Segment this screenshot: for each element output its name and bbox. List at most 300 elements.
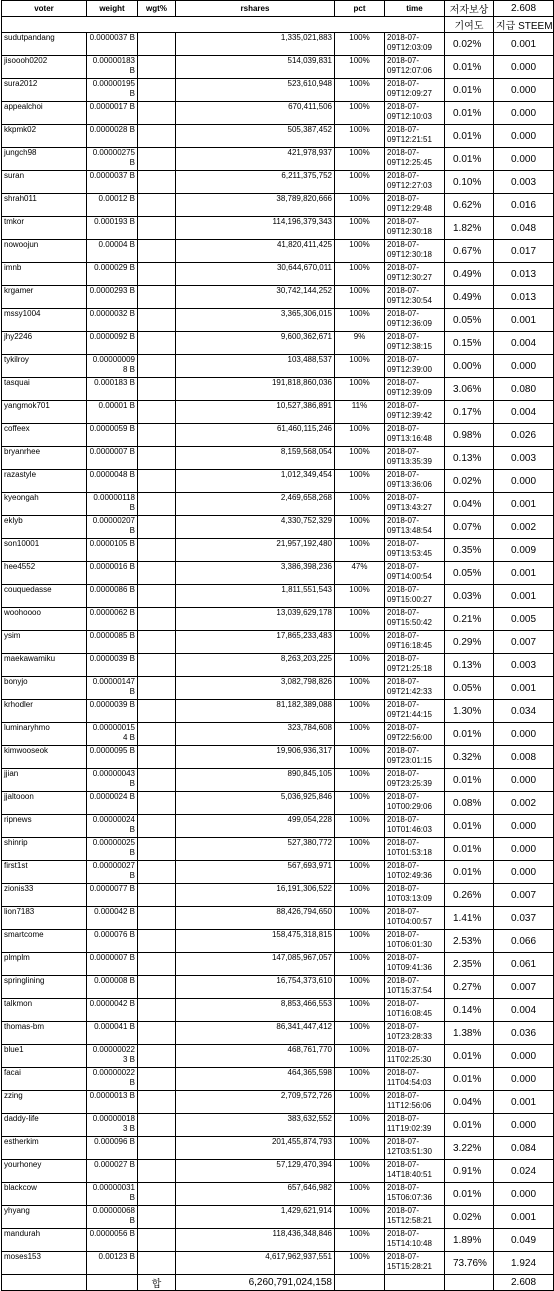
weight-cell: 0.0000028 B	[87, 125, 138, 148]
steem-cell: 0.004	[494, 999, 554, 1022]
voter-cell: zzing	[2, 1091, 87, 1114]
weight-cell: 0.000000154 B	[87, 723, 138, 746]
time-cell: 2018-07-11T12:56:06	[385, 1091, 445, 1114]
wgt-pct-cell	[138, 355, 176, 378]
time-cell: 2018-07-09T12:39:42	[385, 401, 445, 424]
table-row	[2, 378, 554, 401]
time-cell: 2018-07-09T12:30:27	[385, 263, 445, 286]
weight-cell: 0.0000085 B	[87, 631, 138, 654]
weight-cell: 0.00000183 B	[87, 56, 138, 79]
pct-cell: 100%	[335, 700, 385, 723]
weight-cell: 0.00012 B	[87, 194, 138, 217]
rshares-cell: 1,335,021,883	[176, 33, 335, 56]
voter-cell: first1st	[2, 861, 87, 884]
time-cell: 2018-07-09T13:16:48	[385, 424, 445, 447]
weight-cell: 0.00000022 B	[87, 1068, 138, 1091]
rshares-cell: 38,789,820,666	[176, 194, 335, 217]
wgt-pct-cell	[138, 1206, 176, 1229]
rshares-cell: 323,784,608	[176, 723, 335, 746]
rshares-cell: 16,754,373,610	[176, 976, 335, 999]
time-cell: 2018-07-09T12:03:09	[385, 33, 445, 56]
pct-cell: 100%	[335, 654, 385, 677]
weight-cell: 0.00004 B	[87, 240, 138, 263]
pct-cell: 100%	[335, 516, 385, 539]
time-cell: 2018-07-10T04:00:57	[385, 907, 445, 930]
wgt-pct-cell	[138, 56, 176, 79]
time-cell: 2018-07-09T13:36:06	[385, 470, 445, 493]
weight-cell: 0.00000025 B	[87, 838, 138, 861]
voter-cell: sudutpandang	[2, 33, 87, 56]
contribution-cell: 0.13%	[445, 654, 494, 677]
table-row	[2, 746, 554, 769]
pct-cell: 100%	[335, 1252, 385, 1275]
table-row	[2, 608, 554, 631]
voter-cell: smartcome	[2, 930, 87, 953]
voter-cell: woohoooo	[2, 608, 87, 631]
pct-cell: 100%	[335, 240, 385, 263]
steem-cell: 0.000	[494, 1068, 554, 1091]
table-row	[2, 1229, 554, 1252]
steem-cell: 0.048	[494, 217, 554, 240]
contribution-cell: 1.89%	[445, 1229, 494, 1252]
wgt-pct-cell	[138, 723, 176, 746]
pct-cell: 100%	[335, 884, 385, 907]
time-cell: 2018-07-14T18:40:51	[385, 1160, 445, 1183]
table-row	[2, 286, 554, 309]
wgt-pct-cell	[138, 1160, 176, 1183]
pct-cell: 100%	[335, 999, 385, 1022]
wgt-pct-cell	[138, 631, 176, 654]
wgt-pct-cell	[138, 33, 176, 56]
voter-cell: tasquai	[2, 378, 87, 401]
pct-cell: 100%	[335, 746, 385, 769]
contribution-cell: 0.13%	[445, 447, 494, 470]
table-row	[2, 838, 554, 861]
rshares-cell: 3,386,398,236	[176, 562, 335, 585]
pct-cell: 100%	[335, 148, 385, 171]
table-row	[2, 194, 554, 217]
contribution-cell: 0.14%	[445, 999, 494, 1022]
header-pct: pct	[335, 1, 385, 17]
contribution-cell: 0.02%	[445, 470, 494, 493]
wgt-pct-cell	[138, 769, 176, 792]
table-row	[2, 1206, 554, 1229]
voter-cell: nowoojun	[2, 240, 87, 263]
time-cell: 2018-07-10T16:08:45	[385, 999, 445, 1022]
steem-cell: 0.000	[494, 102, 554, 125]
contribution-cell: 0.01%	[445, 723, 494, 746]
steem-cell: 0.003	[494, 654, 554, 677]
table-row	[2, 1068, 554, 1091]
table-row	[2, 332, 554, 355]
table-row	[2, 1252, 554, 1275]
pct-cell: 100%	[335, 792, 385, 815]
table-row	[2, 33, 554, 56]
voter-cell: imnb	[2, 263, 87, 286]
wgt-pct-cell	[138, 401, 176, 424]
total-empty-1	[2, 1275, 87, 1291]
table-row	[2, 700, 554, 723]
contribution-cell: 1.82%	[445, 217, 494, 240]
wgt-pct-cell	[138, 815, 176, 838]
wgt-pct-cell	[138, 608, 176, 631]
voter-cell: talkmon	[2, 999, 87, 1022]
contribution-cell: 0.01%	[445, 1045, 494, 1068]
weight-cell: 0.0000039 B	[87, 654, 138, 677]
contribution-cell: 0.01%	[445, 125, 494, 148]
steem-cell: 0.013	[494, 286, 554, 309]
voter-cell: moses153	[2, 1252, 87, 1275]
time-cell: 2018-07-10T00:29:06	[385, 792, 445, 815]
weight-cell: 0.0000024 B	[87, 792, 138, 815]
time-cell: 2018-07-10T23:28:33	[385, 1022, 445, 1045]
table-row	[2, 401, 554, 424]
rshares-cell: 514,039,831	[176, 56, 335, 79]
weight-cell: 0.0000017 B	[87, 102, 138, 125]
contribution-cell: 0.26%	[445, 884, 494, 907]
wgt-pct-cell	[138, 493, 176, 516]
time-cell: 2018-07-09T12:25:45	[385, 148, 445, 171]
time-cell: 2018-07-10T02:49:36	[385, 861, 445, 884]
weight-cell: 0.0000056 B	[87, 1229, 138, 1252]
table-row	[2, 1114, 554, 1137]
wgt-pct-cell	[138, 792, 176, 815]
table-row	[2, 1160, 554, 1183]
weight-cell: 0.00000027 B	[87, 861, 138, 884]
contribution-cell: 0.01%	[445, 815, 494, 838]
pct-cell: 100%	[335, 1229, 385, 1252]
pct-cell: 100%	[335, 838, 385, 861]
steem-cell: 0.049	[494, 1229, 554, 1252]
table-row	[2, 677, 554, 700]
steem-cell: 0.001	[494, 562, 554, 585]
pct-cell: 100%	[335, 309, 385, 332]
contribution-cell: 0.04%	[445, 493, 494, 516]
rshares-cell: 8,263,203,225	[176, 654, 335, 677]
voter-cell: suran	[2, 171, 87, 194]
steem-cell: 0.013	[494, 263, 554, 286]
voter-cell: ripnews	[2, 815, 87, 838]
rshares-cell: 30,644,670,011	[176, 263, 335, 286]
voter-cell: appealchoi	[2, 102, 87, 125]
rshares-cell: 421,978,937	[176, 148, 335, 171]
time-cell: 2018-07-09T12:09:27	[385, 79, 445, 102]
contribution-cell: 0.91%	[445, 1160, 494, 1183]
contribution-cell: 0.02%	[445, 33, 494, 56]
steem-cell: 0.000	[494, 125, 554, 148]
voter-cell: yhyang	[2, 1206, 87, 1229]
voter-cell: plmplm	[2, 953, 87, 976]
weight-cell: 0.00000118 B	[87, 493, 138, 516]
rshares-cell: 57,129,470,394	[176, 1160, 335, 1183]
rshares-cell: 114,196,379,343	[176, 217, 335, 240]
time-cell: 2018-07-10T01:46:03	[385, 815, 445, 838]
contribution-cell: 0.01%	[445, 861, 494, 884]
steem-cell: 0.004	[494, 332, 554, 355]
wgt-pct-cell	[138, 1022, 176, 1045]
voter-cell: jungch98	[2, 148, 87, 171]
table-row	[2, 585, 554, 608]
steem-cell: 0.036	[494, 1022, 554, 1045]
voter-cell: lion7183	[2, 907, 87, 930]
steem-cell: 0.024	[494, 1160, 554, 1183]
rshares-cell: 1,811,551,543	[176, 585, 335, 608]
wgt-pct-cell	[138, 1137, 176, 1160]
time-cell: 2018-07-15T12:58:21	[385, 1206, 445, 1229]
rshares-cell: 19,906,936,317	[176, 746, 335, 769]
contribution-cell: 0.17%	[445, 401, 494, 424]
voter-cell: krgamer	[2, 286, 87, 309]
pct-cell: 100%	[335, 286, 385, 309]
pct-cell: 100%	[335, 907, 385, 930]
table-row	[2, 148, 554, 171]
time-cell: 2018-07-09T12:07:06	[385, 56, 445, 79]
voter-cell: sura2012	[2, 79, 87, 102]
voter-cell: razastyle	[2, 470, 87, 493]
header-author-reward-label: 저자보상	[445, 1, 494, 17]
rshares-cell: 3,365,306,015	[176, 309, 335, 332]
pct-cell: 100%	[335, 861, 385, 884]
steem-cell: 0.066	[494, 930, 554, 953]
weight-cell: 0.0000048 B	[87, 470, 138, 493]
pct-cell: 100%	[335, 263, 385, 286]
weight-cell: 0.0000039 B	[87, 700, 138, 723]
rshares-cell: 464,365,598	[176, 1068, 335, 1091]
weight-cell: 0.000000098 B	[87, 355, 138, 378]
voter-cell: mssy1004	[2, 309, 87, 332]
contribution-cell: 0.01%	[445, 56, 494, 79]
rshares-cell: 158,475,318,815	[176, 930, 335, 953]
header-rshares: rshares	[176, 1, 335, 17]
contribution-cell: 3.22%	[445, 1137, 494, 1160]
pct-cell: 100%	[335, 723, 385, 746]
total-label: 합	[138, 1275, 176, 1291]
time-cell: 2018-07-15T06:07:36	[385, 1183, 445, 1206]
votes-table	[1, 0, 554, 1291]
steem-cell: 0.026	[494, 424, 554, 447]
voter-cell: blue1	[2, 1045, 87, 1068]
contribution-cell: 0.21%	[445, 608, 494, 631]
voter-cell: tmkor	[2, 217, 87, 240]
weight-cell: 0.0000042 B	[87, 999, 138, 1022]
steem-cell: 0.000	[494, 723, 554, 746]
rshares-cell: 10,527,386,891	[176, 401, 335, 424]
wgt-pct-cell	[138, 562, 176, 585]
steem-cell: 0.008	[494, 746, 554, 769]
wgt-pct-cell	[138, 171, 176, 194]
voter-cell: shrah011	[2, 194, 87, 217]
wgt-pct-cell	[138, 1045, 176, 1068]
wgt-pct-cell	[138, 953, 176, 976]
time-cell: 2018-07-10T15:37:54	[385, 976, 445, 999]
time-cell: 2018-07-09T12:21:51	[385, 125, 445, 148]
pct-cell: 100%	[335, 378, 385, 401]
table-row	[2, 1137, 554, 1160]
voter-cell: blackcow	[2, 1183, 87, 1206]
pct-cell: 100%	[335, 125, 385, 148]
weight-cell: 0.000183 B	[87, 378, 138, 401]
time-cell: 2018-07-09T16:18:45	[385, 631, 445, 654]
pct-cell: 100%	[335, 976, 385, 999]
time-cell: 2018-07-09T15:50:42	[385, 608, 445, 631]
wgt-pct-cell	[138, 470, 176, 493]
weight-cell: 0.000096 B	[87, 1137, 138, 1160]
total-empty-5	[445, 1275, 494, 1291]
wgt-pct-cell	[138, 654, 176, 677]
time-cell: 2018-07-09T21:42:33	[385, 677, 445, 700]
pct-cell: 100%	[335, 1114, 385, 1137]
wgt-pct-cell	[138, 1252, 176, 1275]
pct-cell: 100%	[335, 1091, 385, 1114]
time-cell: 2018-07-09T12:39:09	[385, 378, 445, 401]
wgt-pct-cell	[138, 907, 176, 930]
time-cell: 2018-07-09T12:10:03	[385, 102, 445, 125]
steem-cell: 0.000	[494, 769, 554, 792]
table-row	[2, 470, 554, 493]
weight-cell: 0.0000293 B	[87, 286, 138, 309]
wgt-pct-cell	[138, 309, 176, 332]
wgt-pct-cell	[138, 125, 176, 148]
table-row	[2, 631, 554, 654]
contribution-cell: 0.01%	[445, 1183, 494, 1206]
voter-cell: yangmok701	[2, 401, 87, 424]
voter-cell: springlining	[2, 976, 87, 999]
rshares-cell: 3,082,798,826	[176, 677, 335, 700]
time-cell: 2018-07-09T21:44:15	[385, 700, 445, 723]
contribution-cell: 0.32%	[445, 746, 494, 769]
wgt-pct-cell	[138, 1183, 176, 1206]
wgt-pct-cell	[138, 516, 176, 539]
time-cell: 2018-07-09T12:29:48	[385, 194, 445, 217]
contribution-cell: 0.00%	[445, 355, 494, 378]
weight-cell: 0.00000207 B	[87, 516, 138, 539]
rshares-cell: 191,818,860,036	[176, 378, 335, 401]
weight-cell: 0.00000275 B	[87, 148, 138, 171]
total-row	[2, 1275, 554, 1291]
time-cell: 2018-07-09T13:53:45	[385, 539, 445, 562]
steem-cell: 0.001	[494, 1206, 554, 1229]
steem-cell: 0.002	[494, 516, 554, 539]
steem-cell: 0.000	[494, 470, 554, 493]
table-row	[2, 769, 554, 792]
contribution-cell: 0.67%	[445, 240, 494, 263]
contribution-cell: 0.01%	[445, 79, 494, 102]
table-row	[2, 930, 554, 953]
pct-cell: 100%	[335, 355, 385, 378]
rshares-cell: 88,426,794,650	[176, 907, 335, 930]
voter-cell: facai	[2, 1068, 87, 1091]
voter-cell: jisoooh0202	[2, 56, 87, 79]
table-row	[2, 654, 554, 677]
steem-cell: 0.001	[494, 493, 554, 516]
time-cell: 2018-07-09T12:36:09	[385, 309, 445, 332]
contribution-cell: 0.05%	[445, 309, 494, 332]
wgt-pct-cell	[138, 838, 176, 861]
steem-cell: 0.004	[494, 401, 554, 424]
weight-cell: 0.000193 B	[87, 217, 138, 240]
time-cell: 2018-07-09T13:48:54	[385, 516, 445, 539]
total-steem: 2.608	[494, 1275, 554, 1291]
voter-cell: son10001	[2, 539, 87, 562]
wgt-pct-cell	[138, 930, 176, 953]
time-cell: 2018-07-10T09:41:36	[385, 953, 445, 976]
pct-cell: 100%	[335, 539, 385, 562]
steem-cell: 0.000	[494, 148, 554, 171]
weight-cell: 0.00000147 B	[87, 677, 138, 700]
weight-cell: 0.000008 B	[87, 976, 138, 999]
pct-cell: 100%	[335, 1068, 385, 1091]
rshares-cell: 81,182,389,088	[176, 700, 335, 723]
weight-cell: 0.00000195 B	[87, 79, 138, 102]
wgt-pct-cell	[138, 884, 176, 907]
table-row	[2, 309, 554, 332]
total-empty-2	[87, 1275, 138, 1291]
time-cell: 2018-07-12T03:51:30	[385, 1137, 445, 1160]
table-row	[2, 723, 554, 746]
steem-cell: 0.034	[494, 700, 554, 723]
table-row	[2, 424, 554, 447]
wgt-pct-cell	[138, 148, 176, 171]
voter-cell: hee4552	[2, 562, 87, 585]
rshares-cell: 16,191,306,522	[176, 884, 335, 907]
steem-cell: 0.000	[494, 861, 554, 884]
contribution-cell: 1.41%	[445, 907, 494, 930]
weight-cell: 0.0000095 B	[87, 746, 138, 769]
steem-cell: 0.000	[494, 355, 554, 378]
table-row	[2, 447, 554, 470]
time-cell: 2018-07-09T23:01:15	[385, 746, 445, 769]
pct-cell: 100%	[335, 102, 385, 125]
rshares-cell: 9,600,362,671	[176, 332, 335, 355]
pct-cell: 9%	[335, 332, 385, 355]
contribution-cell: 0.05%	[445, 677, 494, 700]
steem-cell: 0.037	[494, 907, 554, 930]
voter-cell: estherkim	[2, 1137, 87, 1160]
rshares-cell: 5,036,925,846	[176, 792, 335, 815]
rshares-cell: 468,761,770	[176, 1045, 335, 1068]
time-cell: 2018-07-11T04:54:03	[385, 1068, 445, 1091]
weight-cell: 0.0000105 B	[87, 539, 138, 562]
time-cell: 2018-07-09T22:56:00	[385, 723, 445, 746]
rshares-cell: 505,387,452	[176, 125, 335, 148]
steem-cell: 0.001	[494, 33, 554, 56]
contribution-cell: 73.76%	[445, 1252, 494, 1275]
rshares-cell: 6,211,375,752	[176, 171, 335, 194]
table-row	[2, 815, 554, 838]
wgt-pct-cell	[138, 286, 176, 309]
voter-cell: thomas-bm	[2, 1022, 87, 1045]
voter-cell: bonyjo	[2, 677, 87, 700]
wgt-pct-cell	[138, 447, 176, 470]
time-cell: 2018-07-09T14:00:54	[385, 562, 445, 585]
contribution-cell: 0.08%	[445, 792, 494, 815]
header-time: time	[385, 1, 445, 17]
table-row	[2, 125, 554, 148]
table-row	[2, 217, 554, 240]
voter-cell: jjaltooon	[2, 792, 87, 815]
voter-cell: jhy2246	[2, 332, 87, 355]
contribution-cell: 2.53%	[445, 930, 494, 953]
steem-cell: 0.017	[494, 240, 554, 263]
contribution-cell: 0.05%	[445, 562, 494, 585]
steem-cell: 0.084	[494, 1137, 554, 1160]
weight-cell: 0.0000016 B	[87, 562, 138, 585]
voter-cell: zionis33	[2, 884, 87, 907]
rshares-cell: 2,469,658,268	[176, 493, 335, 516]
weight-cell: 0.0000037 B	[87, 171, 138, 194]
steem-cell: 0.000	[494, 815, 554, 838]
subheader-spacer	[2, 17, 445, 33]
